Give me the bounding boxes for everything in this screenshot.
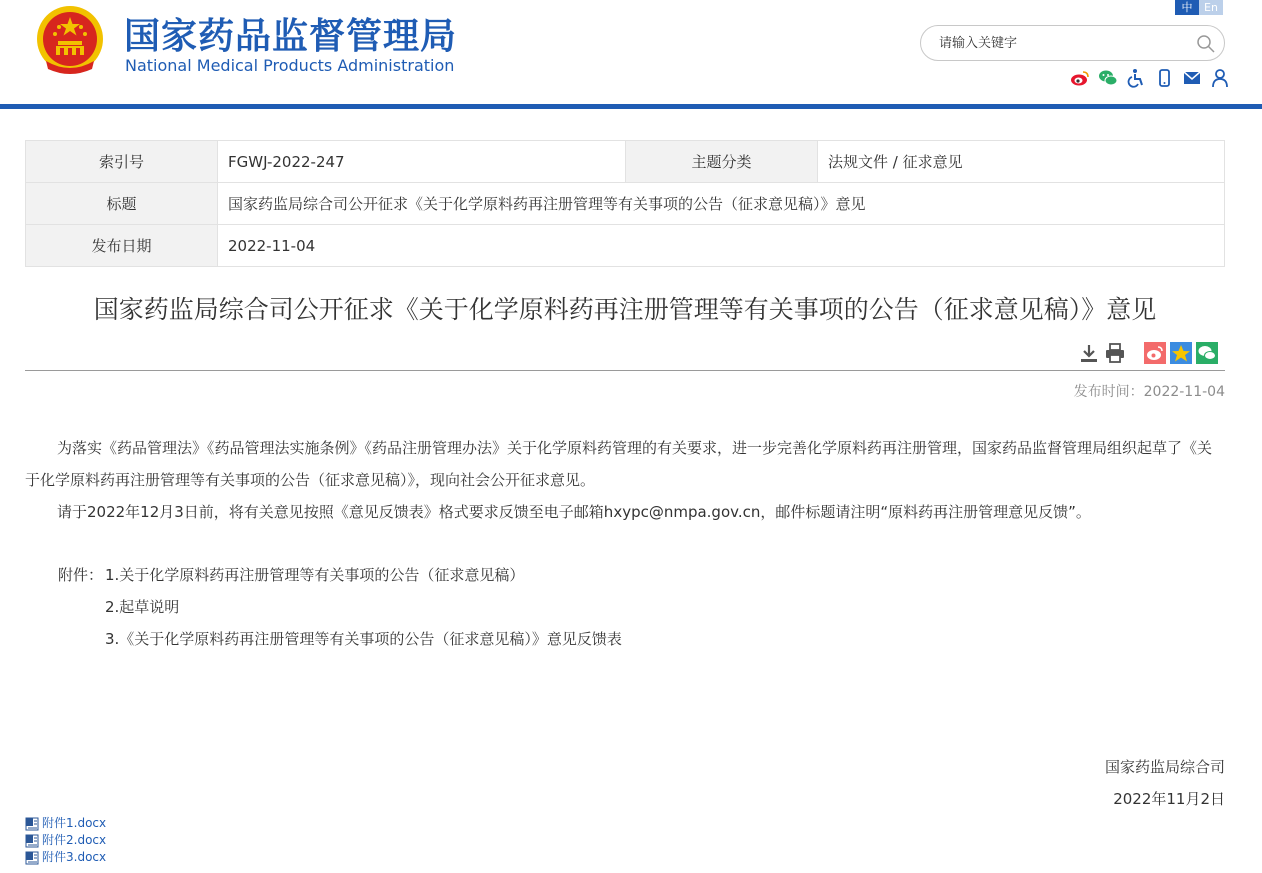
title-label: 标题 [26, 183, 218, 225]
header-divider [0, 104, 1262, 109]
word-doc-icon [25, 817, 39, 831]
index-value: FGWJ-2022-247 [218, 141, 626, 183]
share-wechat-icon[interactable] [1196, 342, 1218, 364]
lang-en-button[interactable]: En [1199, 0, 1223, 15]
file-link-2[interactable] [25, 832, 106, 849]
mobile-icon[interactable] [1154, 68, 1174, 88]
article-paragraph: 为落实《药品管理法》《药品管理法实施条例》《药品注册管理办法》关于化学原料药管理的有关要求，进一步完善化学原料药再注册管理，国家药品监督管理局组织起草了《关于化学原料药再注册管理等有关事项的公告（征求意见稿）》，现向社会公开征求意见。 [25, 439, 1213, 489]
toolbar-spacer [1130, 342, 1140, 364]
site-header [0, 0, 1262, 110]
document-info-table [25, 140, 1225, 267]
article-body [25, 432, 1225, 528]
file-name: 附件1.docx [42, 816, 107, 830]
accessibility-icon[interactable] [1126, 68, 1146, 88]
title-divider [25, 370, 1225, 371]
file-links [25, 815, 106, 866]
language-switch [1175, 0, 1223, 15]
print-icon[interactable] [1104, 342, 1126, 364]
file-name: 附件2.docx [42, 833, 107, 847]
file-link-3[interactable] [25, 849, 106, 866]
attachment-indent [58, 591, 105, 623]
file-link-1[interactable] [25, 815, 106, 832]
download-icon[interactable] [1078, 342, 1100, 364]
header-tools [1070, 68, 1230, 88]
weibo-icon[interactable] [1070, 68, 1090, 88]
article-title: 国家药监局综合司公开征求《关于化学原料药再注册管理等有关事项的公告（征求意见稿）》意见 [93, 295, 1157, 324]
topic-label: 主题分类 [626, 141, 818, 183]
publish-time: 发布时间：2022-11-04 [1073, 384, 1225, 400]
file-name: 附件3.docx [42, 850, 107, 864]
list-item [58, 559, 622, 591]
attachment-item: 3.《关于化学原料药再注册管理等有关事项的公告（征求意见稿）》意见反馈表 [105, 630, 622, 648]
table-row [26, 141, 1225, 183]
search-icon[interactable] [1196, 34, 1216, 54]
attachment-label: 附件： [58, 566, 104, 584]
share-weibo-icon[interactable] [1144, 342, 1166, 364]
site-title-cn: 国家药品监督管理局 [124, 16, 458, 57]
index-label: 索引号 [26, 141, 218, 183]
list-item [58, 623, 622, 655]
attachment-list [58, 559, 622, 655]
table-row [26, 225, 1225, 267]
share-toolbar [1078, 342, 1218, 364]
site-title-en: National Medical Products Administration [125, 56, 455, 75]
wechat-icon[interactable] [1098, 68, 1118, 88]
list-item [58, 591, 622, 623]
lang-zh-button[interactable]: 中 [1175, 0, 1199, 15]
word-doc-icon [25, 834, 39, 848]
mail-icon[interactable] [1182, 68, 1202, 88]
attachment-item: 1.关于化学原料药再注册管理等有关事项的公告（征求意见稿） [105, 566, 525, 584]
search-box [920, 25, 1225, 61]
signature-date: 2022年11月2日 [1113, 790, 1225, 808]
national-emblem-icon [36, 3, 104, 75]
attachment-indent [58, 623, 105, 655]
signature-org: 国家药监局综合司 [1104, 758, 1225, 776]
attachment-item: 2.起草说明 [105, 598, 180, 616]
date-label: 发布日期 [26, 225, 218, 267]
topic-value: 法规文件 / 征求意见 [818, 141, 1225, 183]
share-qzone-icon[interactable] [1170, 342, 1192, 364]
date-value: 2022-11-04 [218, 225, 1225, 267]
title-value: 国家药监局综合司公开征求《关于化学原料药再注册管理等有关事项的公告（征求意见稿）》意见 [218, 183, 1225, 225]
user-icon[interactable] [1210, 68, 1230, 88]
signature-block [1105, 751, 1225, 815]
table-row [26, 183, 1225, 225]
search-input[interactable] [939, 34, 1189, 52]
word-doc-icon [25, 851, 39, 865]
article-paragraph: 请于2022年12月3日前，将有关意见按照《意见反馈表》格式要求反馈至电子邮箱hxypc@nmpa.gov.cn，邮件标题请注明“原料药再注册管理意见反馈”。 [57, 503, 1091, 521]
